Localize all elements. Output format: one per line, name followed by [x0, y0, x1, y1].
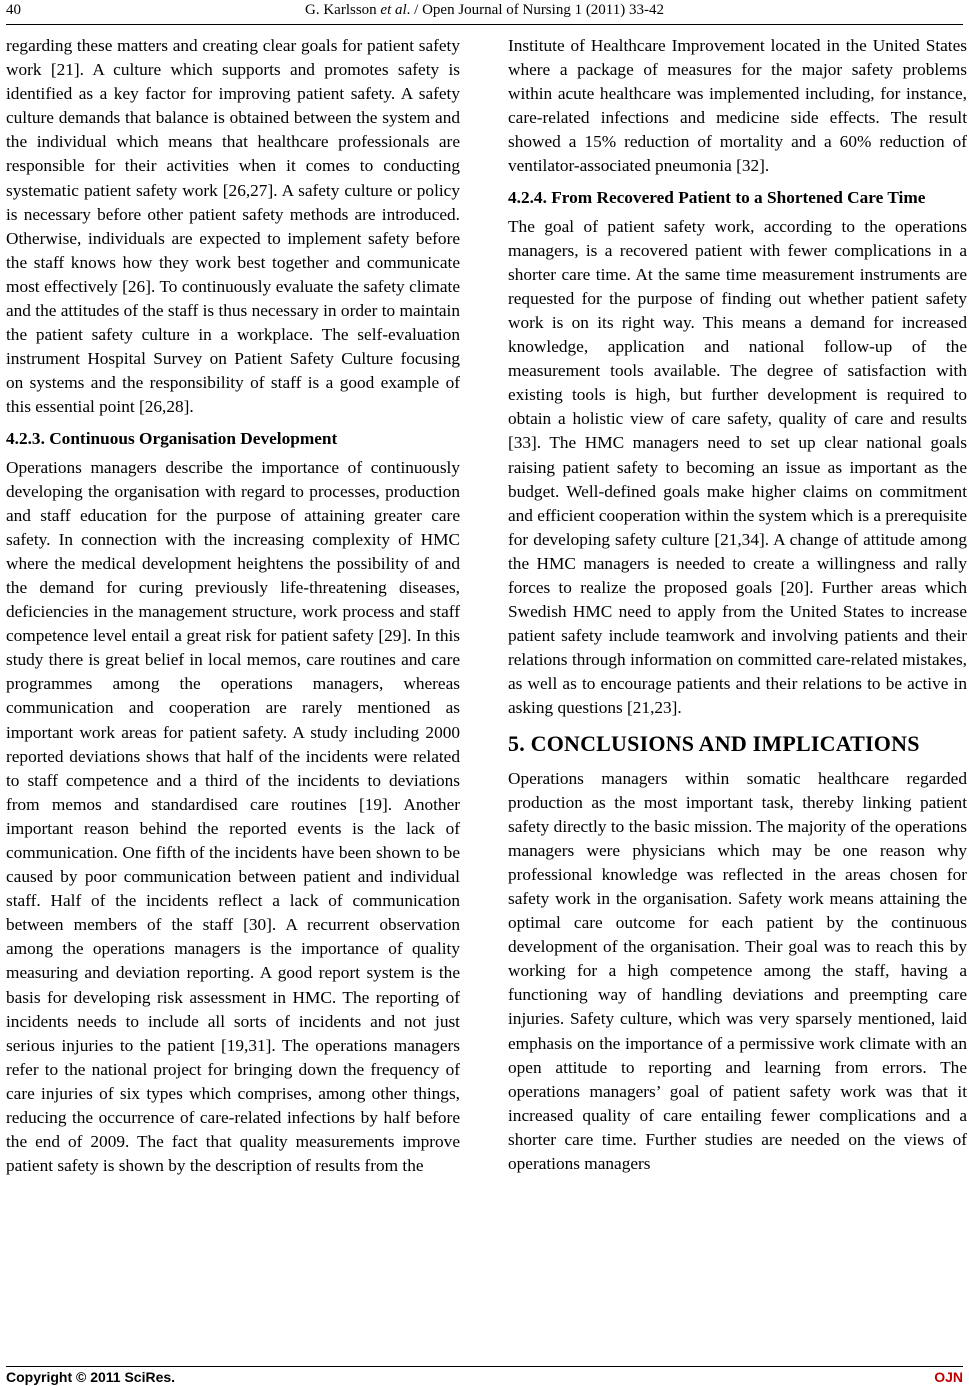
running-head-etal: et al [380, 2, 407, 18]
right-paragraph-1: Institute of Healthcare Improvement located in the United States where a package of measures for the major safety problems within acute healthcare was implemented including, for instance, care-related infections and medicine side effects. The result showed a 15% reduction of mortality and a 60% reduction of ventilator-associated pneumonia [32]. [508, 36, 967, 176]
running-head-journal: . / Open Journal of Nursing 1 (2011) 33-42 [406, 2, 664, 18]
running-head [0, 2, 969, 19]
page-number: 40 [6, 2, 21, 18]
footer-copyright: Copyright © 2011 SciRes. [6, 1369, 176, 1385]
left-paragraph-1: regarding these matters and creating clear goals for patient safety work [21]. A culture which supports and promotes safety is identified as a key factor for improving patient safety. A safety culture demands that balance is obtained between the system and the individual which means that healthcare professionals are responsible for their activities when it comes to conducting systematic patient safety work [26,27]. A safety culture or policy is necessary before other patient safety methods are introduced. Otherwise, individuals are expected to implement safety before the staff knows how they work best together and communicate most effectively [26]. To continuously evaluate the safety climate and the attitudes of the staff is thus necessary in order to maintain the patient safety culture in a workplace. The self-evaluation instrument Hospital Survey on Patient Safety Culture focusing on systems and the responsibility of staff is a good example of this essential point [26,28]. [6, 36, 460, 417]
left-column [6, 34, 460, 1178]
footer-journal-abbrev: OJN [934, 1369, 963, 1385]
running-head-authors: G. Karlsson [305, 2, 377, 18]
section-heading-4-2-4: 4.2.4. From Recovered Patient to a Shortened Care Time [508, 187, 926, 207]
left-paragraph-2: Operations managers describe the importance of continuously developing the organisation with regard to processes, production and staff education for the purpose of attaining greater care safety. In connection with the increasing complexity of HMC where the medical development heightens the possibility of and the demand for curing previously life-threatening diseases, deficiencies in the management structure, work process and staff competence level entail a great risk for patient safety [29]. In this study there is great belief in local memos, care routines and care programmes among the operations managers, whereas communication and cooperation are rarely mentioned as important work areas for patient safety. A study including 2000 reported deviations shows that half of the incidents were related to staff competence and a third of the incidents to deviations from memos and standardised care routines [19]. Another important reason behind the reported events is the lack of communication. One fifth of the incidents have been shown to be caused by poor communication between patient and individual staff. Half of the incidents reflect a lack of communication between members of the staff [30]. A recurrent observation among the operations managers is the importance of quality measuring and deviation reporting. A good report system is the basis for developing risk assessment in HMC. The reporting of incidents needs to include all sorts of incidents and not just serious injuries to the patient [19,31]. The operations managers refer to the national project for bringing down the frequency of care injuries of six types which comprises, among other things, reducing the occurrence of care-related infections by half before the end of 2009. The fact that quality measurements improve patient safety is shown by the description of results from the [6, 457, 460, 1176]
right-column [508, 34, 967, 1176]
header-rule [6, 24, 963, 25]
right-paragraph-3: Operations managers within somatic healthcare regarded production as the most important task, thereby linking patient safety directly to the basic mission. The majority of the operations managers were physicians which may be one reason why professional knowledge was reflected in the areas chosen for safety work in the organisation. Safety work means attaining the optimal care outcome for each patient by the continuous development of the organisation. Their goal was to reach this by working for a high competence among the staff, having a functioning way of handling deviations and preempting care injuries. Safety culture, which was very sparsely mentioned, laid emphasis on the importance of a permissive work climate with an open attitude to reporting and learning from errors. The operations managers’ goal of patient safety work was that it increased quality of care entailing fewer complications and a shorter care time. Further studies are needed on the views of operations managers [508, 768, 967, 1174]
section-heading-5: 5. CONCLUSIONS AND IMPLICATIONS [508, 730, 920, 756]
right-paragraph-2: The goal of patient safety work, according to the operations managers, is a recovered patient with fewer complications in a shorter care time. At the same time measurement instruments are requested for the purpose of finding out whether patient safety work is on its right way. This means a demand for increased knowledge, application and national follow-up of the measurement tools available. The degree of satisfaction with existing tools is high, but further development is required to obtain a holistic view of care safety, quality of care and results [33]. The HMC managers need to set up clear national goals raising patient safety to becoming an issue as important as the budget. Well-defined goals make higher claims on commitment and efficient cooperation within the system which is a prerequisite for developing safety culture [21,34]. A change of attitude among the HMC managers is needed to create a willingness and rally forces to realize the proposed goals [20]. Further areas which Swedish HMC need to apply from the United States to increase patient safety include teamwork and involving patients and their relations through information on committed care-related mistakes, as well as to encourage patients and their relations to be active in asking questions [21,23]. [508, 216, 967, 718]
footer-rule [6, 1366, 963, 1367]
section-heading-4-2-3: 4.2.3. Continuous Organisation Development [6, 428, 338, 448]
